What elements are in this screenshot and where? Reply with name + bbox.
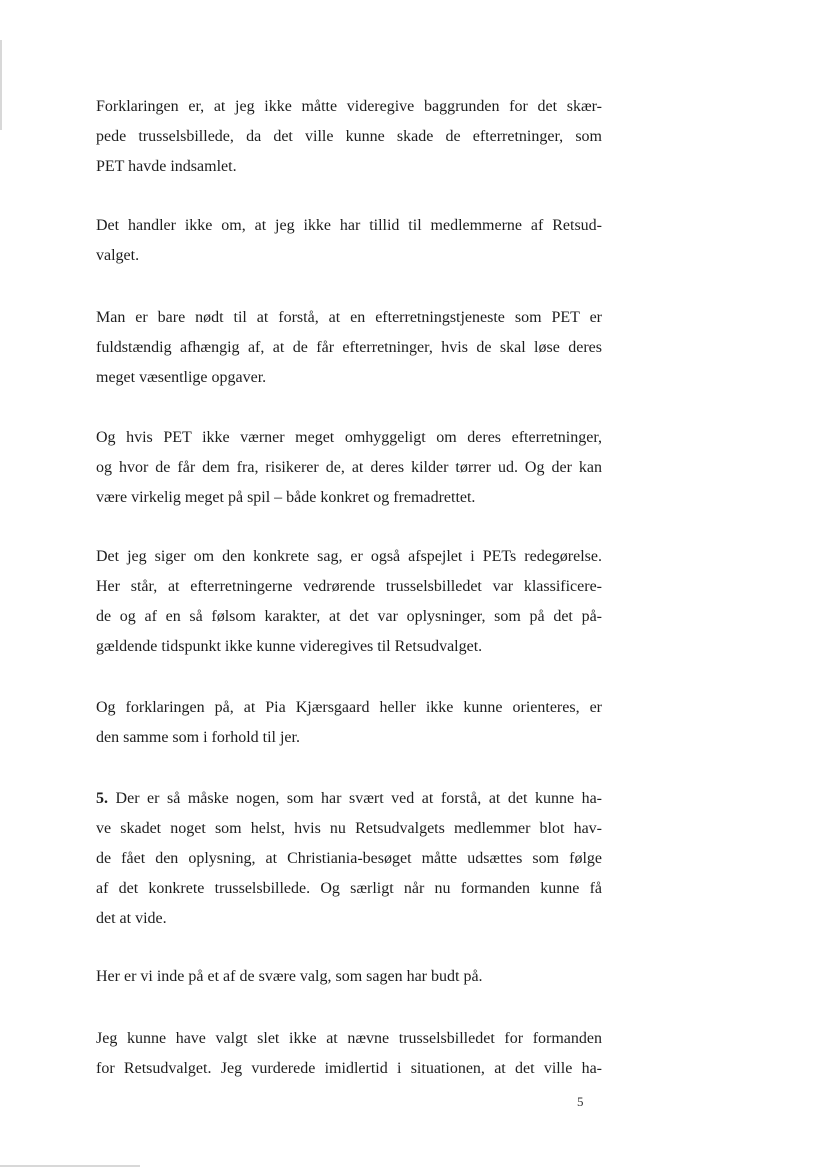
paragraph-7 bbox=[96, 784, 602, 934]
text-line: Jeg kunne have valgt slet ikke at nævne trusselsbilledet for formanden bbox=[96, 1030, 602, 1047]
text-line: fuldstændig afhængig af, at de får efterretninger, hvis de skal løse deres bbox=[96, 339, 602, 356]
text-line: meget væsentlige opgaver. bbox=[96, 369, 267, 386]
text-line: og hvor de får dem fra, risikerer de, at deres kilder tørrer ud. Og der kan bbox=[96, 459, 602, 476]
section-number: 5. bbox=[96, 790, 108, 807]
text-line: gældende tidspunkt ikke kunne videregives til Retsudvalget. bbox=[96, 638, 483, 655]
text-line: Forklaringen er, at jeg ikke måtte videregive baggrunden for det skær- bbox=[96, 98, 602, 115]
text-line: de og af en så følsom karakter, at det var oplysninger, som på det på- bbox=[96, 608, 602, 625]
text-line: Og hvis PET ikke værner meget omhyggeligt om deres efterretninger, bbox=[96, 429, 602, 446]
paragraph-8 bbox=[96, 962, 602, 992]
paragraph-3 bbox=[96, 303, 602, 393]
text-line: Man er bare nødt til at forstå, at en efterretningstjeneste som PET er bbox=[96, 309, 602, 326]
text-line: PET havde indsamlet. bbox=[96, 158, 237, 175]
text-line: Det handler ikke om, at jeg ikke har tillid til medlemmerne af Retsud- bbox=[96, 217, 602, 234]
text-line: af det konkrete trusselsbillede. Og særligt når nu formanden kunne få bbox=[96, 880, 602, 897]
page-number: 5 bbox=[577, 1094, 584, 1109]
text-line: valget. bbox=[96, 247, 140, 264]
text-line: pede trusselsbillede, da det ville kunne skade de efterretninger, som bbox=[96, 128, 602, 145]
paragraph-9 bbox=[96, 1024, 602, 1084]
text-line: Og forklaringen på, at Pia Kjærsgaard heller ikke kunne orienteres, er bbox=[96, 699, 602, 716]
paragraph-5 bbox=[96, 542, 602, 662]
scan-edge-mark bbox=[0, 40, 2, 130]
scan-bottom-mark bbox=[0, 1165, 140, 1167]
text-line bbox=[96, 784, 602, 814]
text-line: den samme som i forhold til jer. bbox=[96, 729, 300, 746]
text-line: de fået den oplysning, at Christiania-besøget måtte udsættes som følge bbox=[96, 850, 602, 867]
text-line: Det jeg siger om den konkrete sag, er også afspejlet i PETs redegørelse. bbox=[96, 548, 602, 565]
text-line: Her står, at efterretningerne vedrørende trusselsbilledet var klassificere- bbox=[96, 578, 602, 595]
paragraph-6 bbox=[96, 693, 602, 753]
paragraph-4 bbox=[96, 423, 602, 513]
text-line-content: Der er så måske nogen, som har svært ved at forstå, at det kunne ha- bbox=[115, 790, 603, 807]
paragraph-2 bbox=[96, 211, 602, 271]
text-line: det at vide. bbox=[96, 910, 167, 927]
text-line: ve skadet noget som helst, hvis nu Retsudvalgets medlemmer blot hav- bbox=[96, 820, 602, 837]
paragraph-1 bbox=[96, 92, 602, 182]
text-line: for Retsudvalget. Jeg vurderede imidlertid i situationen, at det ville ha- bbox=[96, 1060, 602, 1077]
text-line: Her er vi inde på et af de svære valg, som sagen har budt på. bbox=[96, 968, 483, 985]
text-line: være virkelig meget på spil – både konkret og fremadrettet. bbox=[96, 489, 476, 506]
